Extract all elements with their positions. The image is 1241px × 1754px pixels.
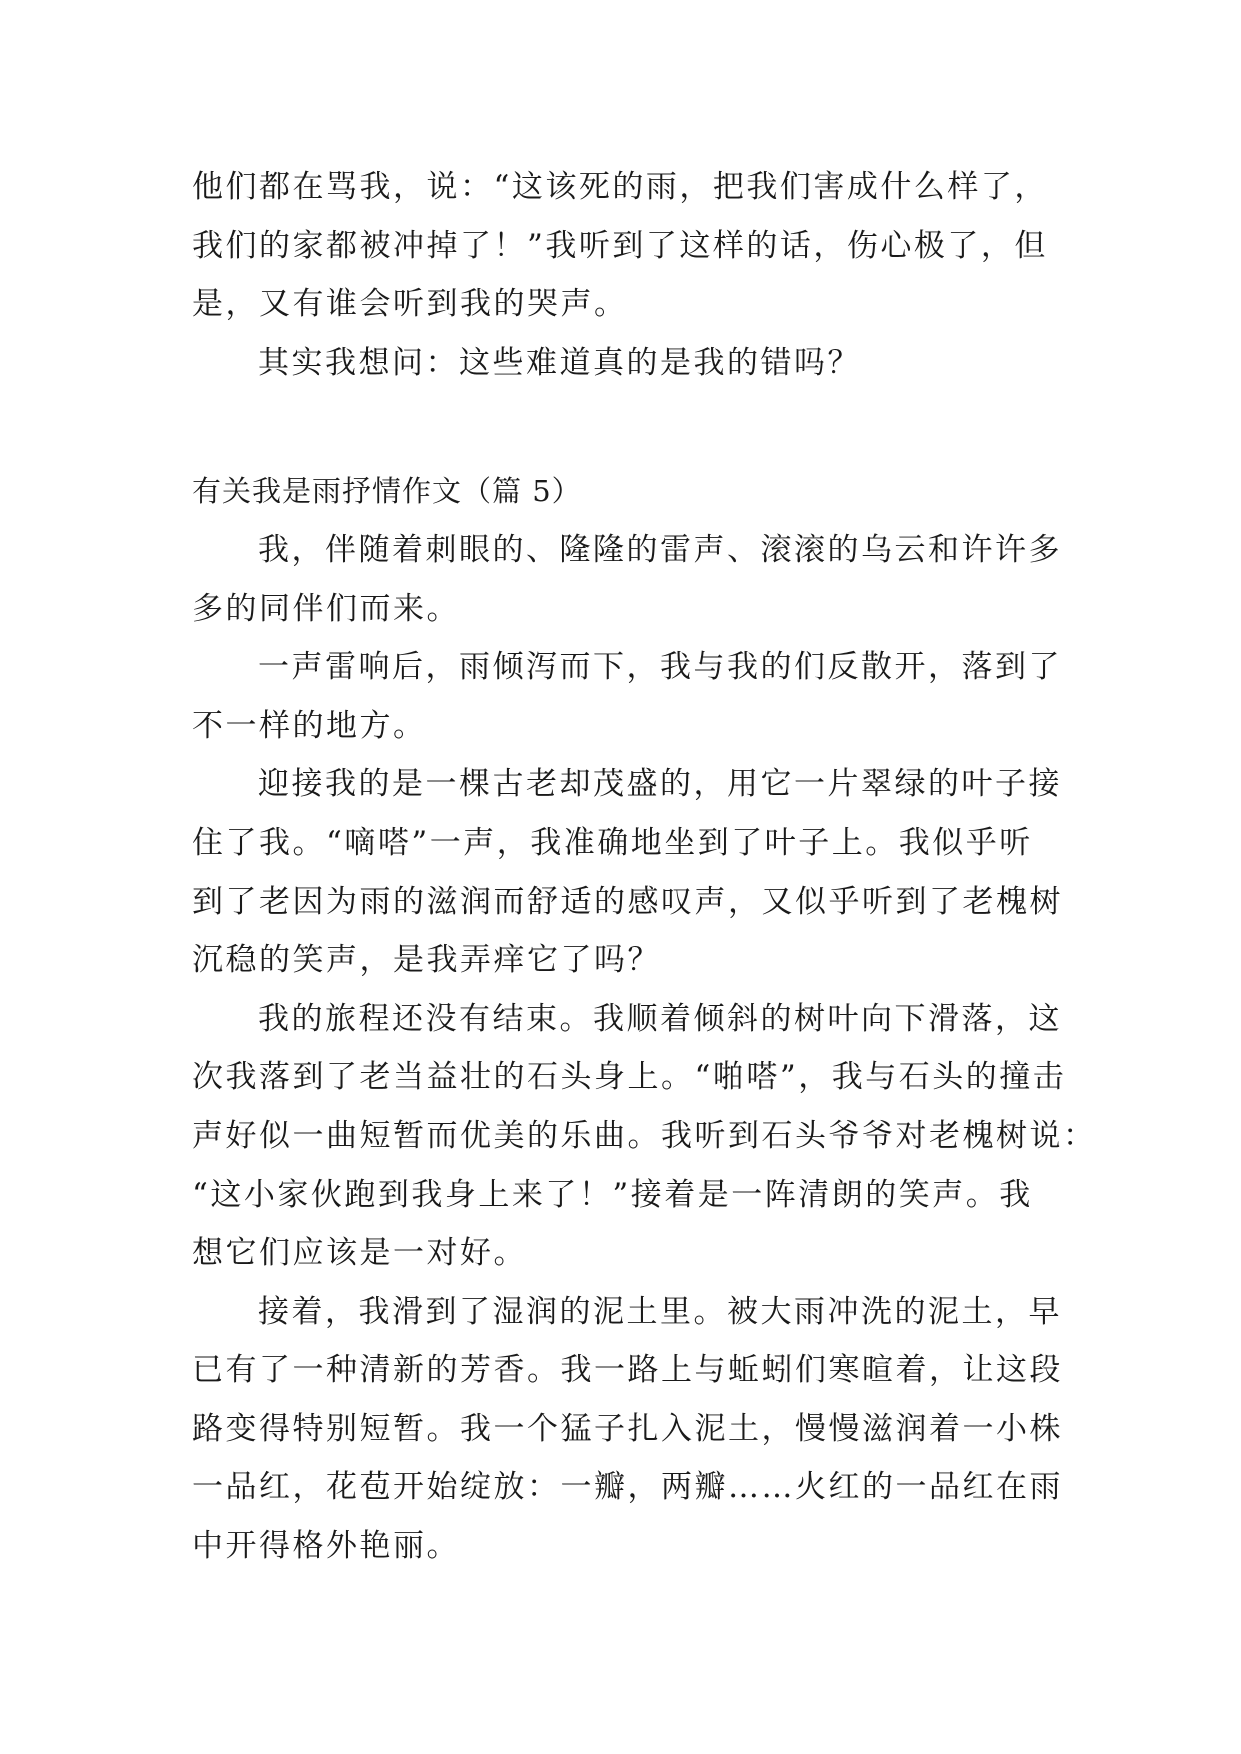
paragraph [192, 1283, 1063, 1576]
text-line: 中开得格外艳丽。 [192, 1528, 460, 1565]
paragraph [192, 521, 1062, 638]
text-line: 我的旅程还没有结束。我顺着倾斜的树叶向下滑落，这 [258, 1000, 1062, 1037]
text-line: 他们都在骂我，说：“这该死的雨，把我们害成什么样了， [192, 169, 1048, 205]
paragraph [192, 334, 1058, 393]
text-line: 其实我想问：这些难道真的是我的错吗？ [258, 344, 861, 381]
text-line: 沉稳的笑声，是我弄痒它了吗？ [192, 942, 661, 979]
text-line: 我，伴随着刺眼的、隆隆的雷声、滚滚的乌云和许许多 [258, 531, 1062, 568]
text-line: 迎接我的是一棵古老却茂盛的，用它一片翠绿的叶子接 [258, 766, 1062, 803]
paragraph [192, 158, 1058, 334]
text-line: 想它们应该是一对好。 [192, 1235, 527, 1272]
text-line: 路变得特别短暂。我一个猛子扎入泥土，慢慢滋润着一小株 [192, 1410, 1063, 1447]
text-line: 一品红，花苞开始绽放：一瓣，两瓣……火红的一品红在雨 [192, 1469, 1063, 1506]
text-line: 接着，我滑到了湿润的泥土里。被大雨冲洗的泥土，早 [258, 1293, 1062, 1330]
text-line: 住了我。“嘀嗒”一声，我准确地坐到了叶子上。我似乎听 [192, 824, 1033, 861]
text-line: 我们的家都被冲掉了！”我听到了这样的话，伤心极了，但 [192, 227, 1048, 264]
section-heading: 有关我是雨抒情作文（篇 5） [192, 474, 582, 509]
document-body [192, 158, 1097, 1576]
text-line: 不一样的地方。 [192, 707, 427, 744]
paragraph [192, 990, 1097, 1283]
text-line: 是，又有谁会听到我的哭声。 [192, 286, 628, 323]
section-spacer [192, 392, 1058, 462]
text-line: 到了老因为雨的滋润而舒适的感叹声，又似乎听到了老槐树 [192, 883, 1063, 920]
text-line: 一声雷响后，雨倾泻而下，我与我的们反散开，落到了 [258, 649, 1062, 686]
text-line: “这小家伙跑到我身上来了！”接着是一阵清朗的笑声。我 [192, 1176, 1033, 1213]
paragraph [192, 755, 1063, 989]
text-line: 多的同伴们而来。 [192, 590, 460, 627]
text-line: 已有了一种清新的芳香。我一路上与蚯蚓们寒暄着，让这段 [192, 1352, 1063, 1389]
text-line: 次我落到了老当益壮的石头身上。“啪嗒”，我与石头的撞击 [192, 1059, 1067, 1096]
paragraph [192, 638, 1062, 755]
text-line: 声好似一曲短暂而优美的乐曲。我听到石头爷爷对老槐树说： [192, 1117, 1097, 1154]
